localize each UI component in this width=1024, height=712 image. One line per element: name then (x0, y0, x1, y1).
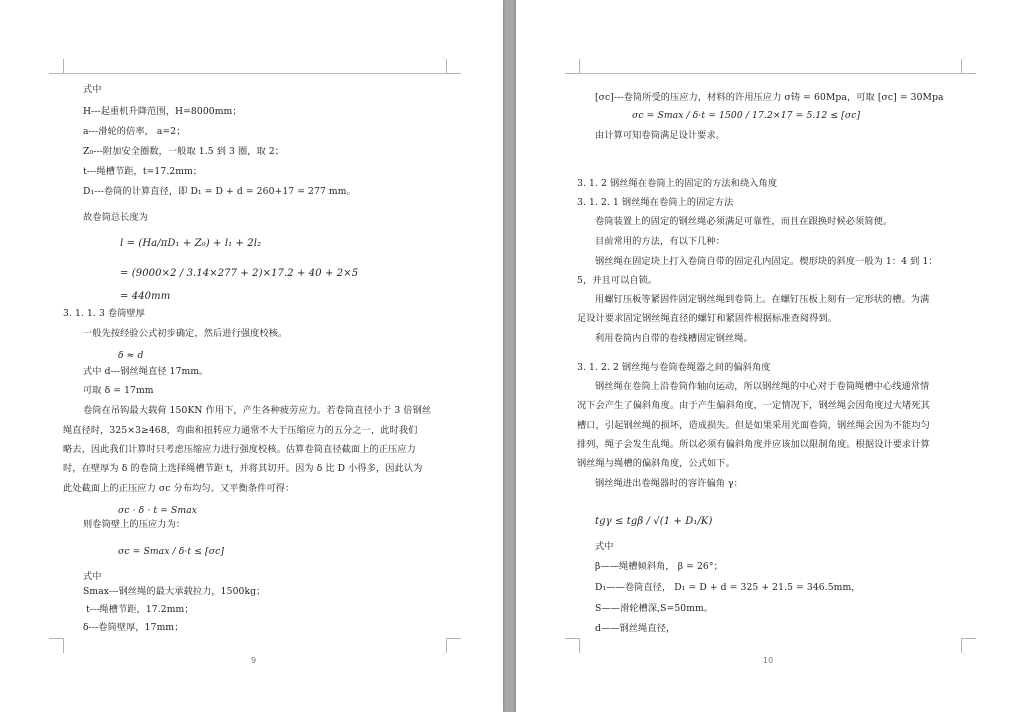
text-line: 排列，绳子会发生乱绳。所以必须有偏斜角度并应该加以限制角度。根据设计要求计算 (577, 439, 930, 450)
header-rule (579, 73, 961, 74)
page-number: 10 (763, 656, 774, 665)
crop-mark (49, 638, 64, 653)
text-line: H---起重机升降范围，H=8000mm； (83, 106, 242, 117)
text-line: 钢丝绳在卷筒上沿卷筒作轴向运动，所以钢丝绳的中心对于卷筒绳槽中心线通常情 (595, 381, 930, 392)
formula-line: σc = Smax / δ·t ≤ [σc] (118, 546, 225, 557)
crop-mark (446, 59, 461, 74)
text-line: 式中 (83, 84, 102, 95)
crop-mark (446, 638, 461, 653)
text-line: 绳直径时，325×3≥468，弯曲和扭转应力通常不大于压缩应力的五分之一，此时我们 (63, 425, 418, 436)
text-line: 钢丝绳进出卷绳器时的容许偏角 γ： (595, 478, 743, 489)
text-line: 由计算可知卷筒满足设计要求。 (595, 130, 726, 141)
text-line: δ---卷筒壁厚，17mm； (83, 622, 184, 633)
section-heading: 3. 1. 2. 2 钢丝绳与卷筒卷绳器之间的偏斜角度 (577, 362, 771, 373)
text-line: [σc]---卷筒所受的压应力，材料的许用压应力 σ铸 = 60Mpa，可取 [σc] = 30Mpa (595, 92, 944, 103)
text-line: S——滑轮槽深,S=50mm。 (595, 603, 714, 614)
text-line: t---绳槽节距，t=17.2mm； (83, 166, 203, 177)
formula-line: σc · δ · t = Smax (118, 505, 198, 516)
text-line: Z₀---附加安全圈数，一般取 1.5 到 3 圈，取 2； (83, 146, 285, 157)
text-line: 式中 (83, 571, 102, 582)
text-line: 可取 δ = 17mm (83, 385, 154, 396)
section-heading: 3. 1. 2. 1 钢丝绳在卷筒上的固定方法 (577, 197, 734, 208)
text-line: 故卷筒总长度为 (83, 212, 149, 223)
formula-line: tgγ ≤ tgβ / √(1 + D₁/K) (595, 516, 713, 527)
text-line: D₁---卷筒的计算直径，即 D₁ = D + d = 260+17 = 277 mm。 (83, 186, 356, 197)
text-line: 况下会产生了偏斜角度。由于产生偏斜角度，一定情况下，钢丝绳会因角度过大堵死其 (577, 400, 930, 411)
formula-line: σc = Smax / δ·t = 1500 / 17.2×17 = 5.12 ≤ [σc] (632, 110, 861, 121)
text-line: 卷筒装置上的固定的钢丝绳必须满足可靠性，而且在跟换时候必须简便。 (595, 216, 893, 227)
text-line: 此处截面上的正压应力 σc 分布均匀。又平衡条件可得： (63, 483, 295, 494)
text-line: 利用卷筒内自带的卷线槽固定钢丝绳。 (595, 333, 753, 344)
text-line: 目前常用的方法，有以下几种： (595, 236, 726, 247)
formula-line: = 440mm (120, 291, 171, 302)
text-line: 时，在壁厚为 δ 的卷筒上选择绳槽节距 t，并将其切开。因为 δ 比 D 小得多，因此认为 (63, 463, 423, 474)
section-heading: 3. 1. 1. 3 卷筒壁厚 (63, 308, 146, 319)
text-line: t---绳槽节距，17.2mm； (86, 604, 194, 615)
crop-mark (961, 59, 976, 74)
crop-mark (565, 59, 580, 74)
section-heading: 3. 1. 2 钢丝绳在卷筒上的固定的方法和绕入角度 (577, 178, 778, 189)
text-line: 一般先按经验公式初步确定，然后进行强度校核。 (83, 328, 288, 339)
crop-mark (961, 638, 976, 653)
text-line: β——绳槽倾斜角， β = 26°； (595, 561, 723, 572)
header-rule (63, 73, 446, 74)
text-line: 槽口，引起钢丝绳的损坏，造成损失。但是如果采用光面卷筒，钢丝绳会因为不能均匀 (577, 420, 930, 431)
text-line: 式中 d---钢丝绳直径 17mm。 (83, 366, 209, 377)
crop-mark (49, 59, 64, 74)
page-number: 9 (251, 656, 257, 665)
text-line: 5，并且可以自锁。 (577, 275, 658, 286)
text-line: 用螺钉压板等紧固件固定钢丝绳到卷筒上。在螺钉压板上刻有一定形状的槽。为满 (595, 294, 930, 305)
text-line: 卷筒在吊钩最大载荷 150KN 作用下，产生各种疲劳应力。若卷筒直径小于 3 倍钢丝 (83, 405, 432, 416)
formula-line: l = (Ha/πD₁ + Z₀) + l₁ + 2l₂ (120, 238, 262, 249)
crop-mark (565, 638, 580, 653)
text-line: a---滑轮的倍率， a=2； (83, 126, 186, 137)
page-10 (516, 0, 1024, 712)
text-line: 式中 (595, 541, 614, 552)
formula-line: = (9000×2 / 3.14×277 + 2)×17.2 + 40 + 2×5 (120, 268, 359, 279)
page-9 (0, 0, 503, 712)
formula-line: δ ≈ d (118, 350, 144, 361)
text-line: 钢丝绳在固定块上打入卷筒自带的固定孔内固定。楔形块的斜度一般为 1：4 到 1： (595, 256, 938, 267)
text-line: Smax---钢丝绳的最大承载拉力，1500kg； (83, 586, 266, 597)
text-line: 则卷筒壁上的压应力为： (83, 519, 186, 530)
text-line: D₁——卷筒直径， D₁ = D + d = 325 + 21.5 = 346.5mm， (595, 582, 861, 593)
text-line: d——钢丝绳直径， (595, 623, 676, 634)
text-line: 足设计要求固定钢丝绳直径的螺钉和紧固件根据标准查阅得到。 (577, 313, 838, 324)
text-line: 钢丝绳与绳槽的偏斜角度，公式如下。 (577, 458, 735, 469)
text-line: 略去，因此我们计算时只考虑压缩应力进行强度校核。估算卷筒直径截面上的正压应力 (63, 444, 416, 455)
